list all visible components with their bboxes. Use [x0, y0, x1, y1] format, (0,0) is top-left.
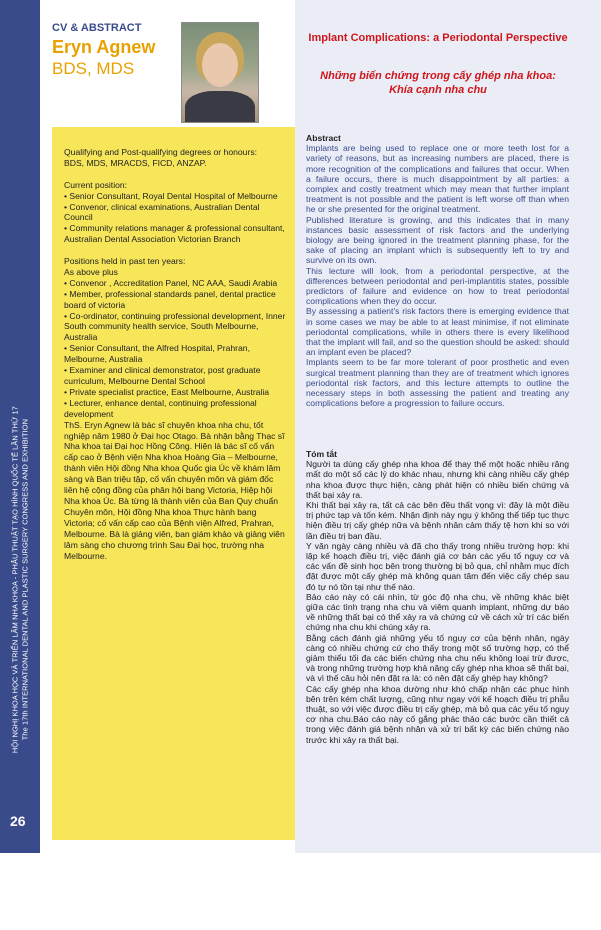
title-vi-line2: Khía cạnh nha chu [389, 84, 487, 96]
abstract-paragraph: Implants seem to be far more tolerant of poor prosthetic and even surgical treatment planning than they are of treatment which ignores periodontal risk factors, and this lecture attempts to outline the necessary steps in both assessing the patient and treating any complications before a progression to failure occurs. [306, 357, 569, 409]
photo-face [202, 43, 238, 87]
title-vi-line1: Những biến chứng trong cấy ghép nha khoa: [320, 70, 556, 82]
summary-paragraph: Các cấy ghép nha khoa dường như khó chấp nhận các phục hình bên trên kém chất lượng, cũng như ngay với kế hoạch điều trị phẫu thuật, so với việc được điều trị cấy ghép, mà bỏ qua các yếu tố nguy cơ nha chu.Báo cáo này cố gắng phác thảo các bước cần thiết cả trong việc đánh giá bệnh nhân và xử trí bất kỳ các biến chứng nào trước khi xảy ra thất bại. [306, 683, 569, 745]
summary-vietnamese [306, 449, 569, 745]
summary-paragraph: Y văn ngày càng nhiều và đã cho thấy trong nhiều trường hợp: khi lập kế hoạch điều trị, việc đánh giá cơ bản các yếu tố nguy cơ và các vấn đề sinh học bên trong thường bị bỏ qua, chỉ nhằm mục đích đặt được một cấy ghép mà không quan tâm đến việc cấy chép sau đó tự nó tồn tại như thế nào. [306, 540, 569, 592]
position-item: • Convenor , Accreditation Panel, NC AAA, Saudi Arabia [64, 277, 278, 288]
current-item: • Community relations manager & professional consultant, Australian Dental Association Victorian Branch [64, 223, 285, 245]
abstract-paragraph: By assessing a patient's risk factors there is emerging evidence that in some cases we may be able to at least minimise, if not eliminate periodontal complications, while in others there is every likelihood that the implant will fail, and so the question should be asked: should an implant even be placed? [306, 306, 569, 358]
cv-label: CV & ABSTRACT [52, 22, 142, 34]
position-item: • Lecturer, enhance dental, continuing professional development [64, 397, 257, 419]
summary-paragraph: Người ta dùng cấy ghép nha khoa để thay thế một hoặc nhiều răng mất do một số các lý do khác nhau, nhưng khi càng nhiều cấy ghép nha khoa được thực hiện, càng phát hiện có nhiều biến chứng và thất bại xảy ra. [306, 459, 569, 500]
position-item: • Examiner and clinical demonstrator, post graduate curriculum, Melbourne Dental School [64, 365, 261, 386]
abstract-english [306, 133, 569, 408]
position-item: • Co-ordinator, continuing professional development, Inner South community health service, South Melbourne, Australia [64, 310, 286, 343]
positions-heading: Positions held in past ten years: [64, 256, 186, 267]
cv-box [52, 127, 295, 840]
qualifications: BDS, MDS, MRACDS, FICD, ANZAP. [64, 157, 207, 168]
vietnamese-bio: ThS. Eryn Agnew là bác sĩ chuyên khoa nha chu, tốt nghiệp năm 1980 ở Đại học Otago. Bà nhận bằng Thạc sĩ Nha khoa tại Đại học Hồng Công. Hiện là bác sĩ cố vấn cấp cao ở Bệnh viện Nha khoa Hoàng Gia – Melbourne, thành viên Hội đồng Nha khoa Quốc gia Úc về khám lâm sàng và Ban triệu tập, cố vấn chuyên môn và giám đốc liên hệ cộng đồng của phân hội bang Victoria, Hiệp hội Nha khoa Úc. Bà từng là thành viên của Ban Quy chuẩn Chuyên môn, Hội đồng Nha khoa Thực hành bang Victoria; cố vấn cấp cao của Bệnh viện Alfred, Prahran, Melbourne. Bà là giảng viên, ban giám khảo và giảng viên lâm sàng cho chương trình Sau Đại học, trường nha Melbourne. [64, 419, 285, 561]
cv-content [64, 147, 286, 561]
summary-paragraph: Bảo cáo này có cái nhìn, từ góc độ nha chu, về những khác biệt giữa các tình trạng nha chu và viêm quanh implant, những dự báo về những thất bại có thể xảy ra và chứng cứ về cách xử trí các biến chứng nha chu khi chúng xảy ra. [306, 591, 569, 633]
current-heading: Current position: [64, 179, 128, 190]
congress-title-vi: HỘI NGHỊ KHOA HỌC VÀ TRIỂN LÃM NHA KHOA - PHẪU THUẬT TẠO HÌNH QUỐC TẾ LẦN THỨ 17 [10, 406, 20, 754]
speaker-degrees: BDS, MDS [52, 59, 135, 78]
current-item: • Convenor, clinical examinations, Australian Dental Council [64, 201, 260, 223]
abstract-paragraph: This lecture will look, from a periodontal perspective, at the differences between periodontal and peri-implantitis states, possible predictors of failure and evidence on how to treat periodontal complications when they do occur. [306, 265, 569, 307]
position-item: • Private specialist practice, East Melbourne, Australia [64, 386, 270, 397]
qualifications-heading: Qualifying and Post-qualifying degrees or honours: [64, 147, 257, 157]
title-vietnamese [296, 69, 580, 97]
abstract-paragraph: Published literature is growing, and this indicates that in many instances basic assessment of risk factors and the underlying biology are being ignored in the treatment planning phase, for the sake of placing an implant which is subsequently left to try and survive on its own. [306, 214, 569, 266]
speaker-name: Eryn Agnew [52, 37, 156, 57]
title-english: Implant Complications: a Periodontal Perspective [308, 32, 568, 44]
abstract-heading: Abstract [306, 133, 341, 143]
photo-shoulders [185, 91, 255, 123]
abstract-paragraph: Implants are being used to replace one or more teeth lost for a variety of reasons, but as increasing numbers are placed, there is more recognition of the complications and failures that occur. When a failure occurs, there is much disappointment by all parties: a complex and costly treatment which may mean that further implant treatment is not possible and the patient is left worse off than when he or she presented for the original treatment. [306, 143, 569, 215]
positions-intro: As above plus [64, 266, 118, 277]
sidebar [0, 0, 40, 853]
position-item: • Member, professional standards panel, dental practice board of victoria [64, 288, 276, 310]
speaker-photo [181, 22, 259, 123]
position-item: • Senior Consultant, the Alfred Hospital, Prahran, Melbourne, Australia [64, 343, 250, 365]
summary-paragraph: Khi thất bại xảy ra, tất cả các bên đều thất vọng vì: đây là một điều trị phức tạp và tốn kém. Nhận định này ngụ ý không thể tiếp tục thực hiện điều trị cấy ghép nữa và bệnh nhân cảm thấy tệ hơn khi so với lần điều trị ban đầu. [306, 500, 569, 541]
current-item: • Senior Consultant, Royal Dental Hospital of Melbourne [64, 190, 278, 201]
page-number: 26 [10, 813, 26, 829]
congress-title-en: The 17th INTERNATIONAL DENTAL AND PLASTIC SURGERY CONGRESS AND EXHIBITION [20, 419, 29, 741]
summary-heading: Tóm tắt [306, 449, 338, 459]
summary-paragraph: Bằng cách đánh giá những yếu tố nguy cơ của bệnh nhân, ngày càng có nhiều chứng cứ cho thấy trong một số trường hợp, có thể giảm thiểu tối đa các biến chứng nha chu nếu không loại trừ được, và trong những trường hợp khả năng cấy ghép nha khoa sẽ thất bại, và vì thế câu hỏi nên đặt ra là: có nên đặt cấy ghép hay không? [306, 632, 569, 684]
